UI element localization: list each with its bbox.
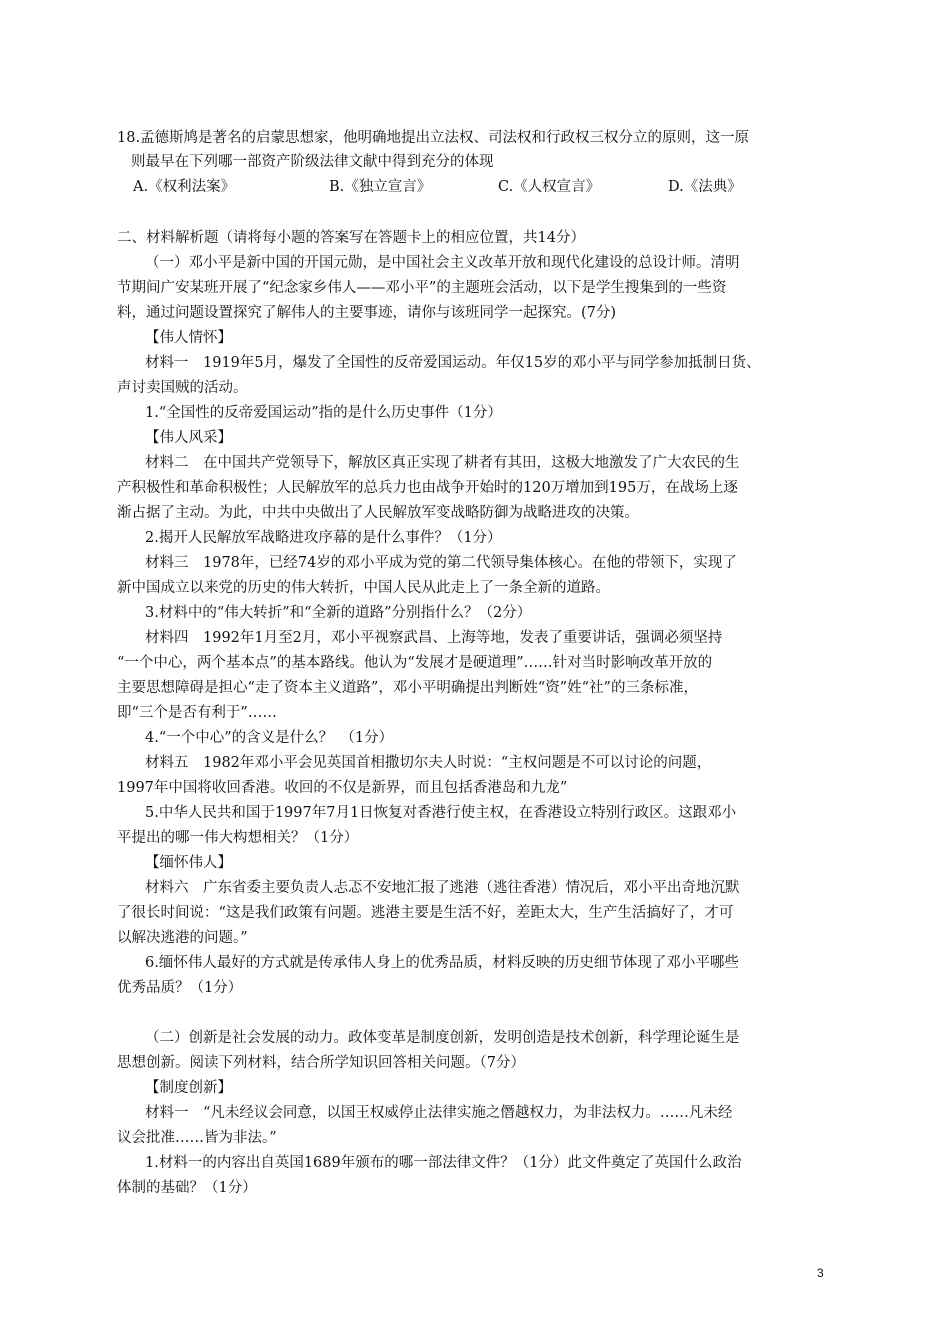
part1-m6-line1: 材料六 广东省委主要负责人忐忑不安地汇报了逃港（逃往香港）情况后，邓小平出奇地沉默: [145, 880, 740, 896]
part1-intro-line2: 节期间广安某班开展了“纪念家乡伟人——邓小平”的主题班会活动，以下是学生搜集到的一些资: [117, 280, 727, 296]
part1-m4-line3: 主要思想障碍是担心“走了资本主义道路”，邓小平明确提出判断姓“资”姓“社”的三条标准，: [117, 680, 698, 696]
part1-m4-line1: 材料四 1992年1月至2月，邓小平视察武昌、上海等地，发表了重要讲话，强调必须坚持: [145, 630, 723, 646]
part1-q2: 2.揭开人民解放军战略进攻序幕的是什么事件？（1分）: [145, 530, 502, 546]
part1-q4: 4.“一个中心”的含义是什么？ （1分）: [145, 730, 394, 746]
part1-m2-line3: 渐占据了主动。为此，中共中央做出了人民解放军变战略防御为战略进攻的决策。: [117, 505, 639, 521]
part2-intro-line1: （二）创新是社会发展的动力。政体变革是制度创新，发明创造是技术创新，科学理论诞生是: [145, 1030, 740, 1046]
part1-m2-line1: 材料二 在中国共产党领导下，解放区真正实现了耕者有其田，这极大地激发了广大农民的生: [145, 455, 740, 471]
part2-q1-line1: 1.材料一的内容出自英国1689年颁布的哪一部法律文件？（1分）此文件奠定了英国什么政治: [145, 1155, 742, 1171]
part1-m3-line1: 材料三 1978年，已经74岁的邓小平成为党的第二代领导集体核心。在他的带领下，实现了: [145, 555, 737, 571]
part1-sub2-title: 【伟人风采】: [145, 430, 232, 446]
part1-m5-line1: 材料五 1982年邓小平会见英国首相撒切尔夫人时说：“主权问题是不可以讨论的问题，: [145, 755, 712, 771]
part1-m6-line3: 以解决逃港的问题。”: [117, 930, 248, 946]
part2-q1-line2: 体制的基础？（1分）: [117, 1180, 257, 1196]
part1-sub1-title: 【伟人情怀】: [145, 330, 232, 346]
page-number: 3: [817, 1266, 824, 1280]
part1-m4-line4: 即“三个是否有利于”……: [117, 705, 277, 721]
q18-stem-line1: 18.孟德斯鸠是著名的启蒙思想家，他明确地提出立法权、司法权和行政权三权分立的原则，这一原: [117, 130, 750, 146]
part1-m4-line2: “一个中心，两个基本点”的基本路线。他认为“发展才是硬道理”……针对当时影响改革开放的: [117, 655, 713, 671]
part1-m5-line2: 1997年中国将收回香港。收回的不仅是新界，而且包括香港岛和九龙”: [117, 780, 568, 796]
part1-m6-line2: 了很长时间说：“这是我们政策有问题。逃港主要是生活不好，差距太大，生产生活搞好了，才可: [117, 905, 734, 921]
part1-q5-line2: 平提出的哪一伟大构想相关？（1分）: [117, 830, 359, 846]
part2-intro-line2: 思想创新。阅读下列材料，结合所学知识回答相关问题。（7分）: [117, 1055, 525, 1071]
part1-q6-line2: 优秀品质？（1分）: [117, 980, 243, 996]
q18-stem-line2: 则最早在下列哪一部资产阶级法律文献中得到充分的体现: [131, 154, 494, 170]
part1-q3: 3.材料中的“伟大转折”和“全新的道路”分别指什么？（2分）: [145, 605, 532, 621]
part1-sub3-title: 【缅怀伟人】: [145, 855, 232, 871]
part1-m2-line2: 产积极性和革命积极性；人民解放军的总兵力也由战争开始时的120万增加到195万，在战场上逐: [117, 480, 738, 496]
part2-m1-line1: 材料一 “凡未经议会同意，以国王权威停止法律实施之僭越权力，为非法权力。……凡未经: [145, 1105, 733, 1121]
q18-option-c: C.《人权宣言》: [498, 179, 601, 195]
part1-q6-line1: 6.缅怀伟人最好的方式就是传承伟人身上的优秀品质，材料反映的历史细节体现了邓小平哪些: [145, 955, 739, 971]
part1-m1-line1: 材料一 1919年5月，爆发了全国性的反帝爱国运动。年仅15岁的邓小平与同学参加抵制日货、: [145, 355, 761, 371]
part2-m1-line2: 议会批准……皆为非法。”: [117, 1130, 277, 1146]
q18-option-b: B.《独立宣言》: [329, 179, 432, 195]
part1-q1: 1.“全国性的反帝爱国运动”指的是什么历史事件（1分）: [145, 405, 502, 421]
part2-sub1-title: 【制度创新】: [145, 1080, 232, 1096]
part1-m3-line2: 新中国成立以来党的历史的伟大转折，中国人民从此走上了一条全新的道路。: [117, 580, 610, 596]
q18-option-d: D.《法典》: [668, 179, 742, 195]
part1-intro-line3: 料，通过问题设置探究了解伟人的主要事迹，请你与该班同学一起探究。(7分): [117, 305, 617, 321]
part1-m1-line2: 声讨卖国贼的活动。: [117, 380, 248, 396]
section2-heading: 二、材料解析题（请将每小题的答案写在答题卡上的相应位置，共14分）: [117, 230, 585, 246]
q18-option-a: A.《权利法案》: [133, 179, 236, 195]
part1-intro-line1: （一）邓小平是新中国的开国元勋，是中国社会主义改革开放和现代化建设的总设计师。清明: [145, 255, 740, 271]
part1-q5-line1: 5.中华人民共和国于1997年7月1日恢复对香港行使主权，在香港设立特别行政区。这跟邓小: [145, 805, 737, 821]
